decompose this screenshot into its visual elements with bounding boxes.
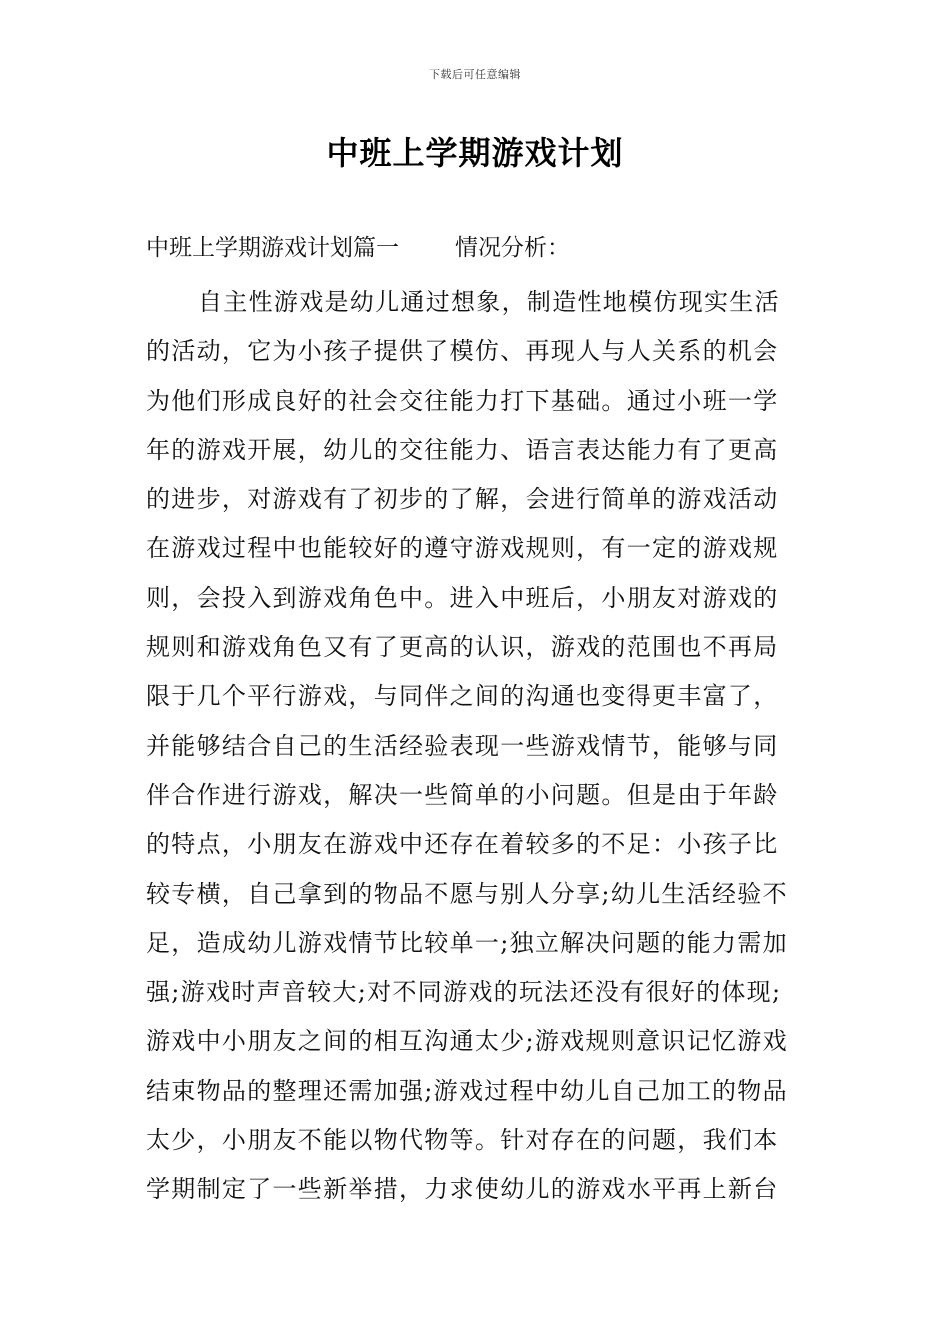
text-line: 结束物品的整理还需加强;游戏过程中幼儿自己加工的物品 (146, 1076, 788, 1105)
text-line: 并能够结合自己的生活经验表现一些游戏情节，能够与同 (146, 731, 779, 760)
section-subheading (146, 232, 570, 264)
text-line: 的进步，对游戏有了初步的了解，会进行简单的游戏活动 (146, 485, 779, 514)
text-line: 游戏中小朋友之间的相互沟通太少;游戏规则意识记忆游戏 (146, 1027, 788, 1056)
text-line: 伴合作进行游戏，解决一些简单的小问题。但是由于年龄 (146, 780, 779, 809)
text-line: 足，造成幼儿游戏情节比较单一;独立解决问题的能力需加 (146, 928, 788, 957)
text-line: 在游戏过程中也能较好的遵守游戏规则，有一定的游戏规 (146, 534, 779, 563)
section-label: 情况分析： (455, 235, 570, 261)
text-line: 的活动，它为小孩子提供了模仿、再现人与人关系的机会 (146, 337, 779, 366)
document-title: 中班上学期游戏计划 (326, 134, 624, 172)
text-line: 强;游戏时声音较大;对不同游戏的玩法还没有很好的体现; (146, 978, 782, 1007)
text-line: 自主性游戏是幼儿通过想象，制造性地模仿现实生活 (198, 288, 780, 316)
text-line: 年的游戏开展，幼儿的交往能力、语言表达能力有了更高 (146, 435, 779, 464)
text-line: 则，会投入到游戏角色中。进入中班后，小朋友对游戏的 (146, 583, 779, 612)
header-note: 下载后可任意编辑 (429, 68, 521, 81)
body-paragraph (146, 282, 816, 1219)
text-line: 较专横，自己拿到的物品不愿与别人分享;幼儿生活经验不 (146, 879, 788, 908)
text-line: 的特点，小朋友在游戏中还存在着较多的不足：小孩子比 (146, 830, 779, 859)
text-line: 规则和游戏角色又有了更高的认识，游戏的范围也不再局 (146, 633, 779, 662)
section-title: 中班上学期游戏计划篇一 (146, 235, 399, 261)
text-line: 限于几个平行游戏，与同伴之间的沟通也变得更丰富了， (146, 682, 779, 711)
text-line: 为他们形成良好的社会交往能力打下基础。通过小班一学 (146, 386, 779, 415)
text-line: 太少，小朋友不能以物代物等。针对存在的问题，我们本 (146, 1126, 779, 1155)
text-line: 学期制定了一些新举措，力求使幼儿的游戏水平再上新台 (146, 1175, 779, 1204)
